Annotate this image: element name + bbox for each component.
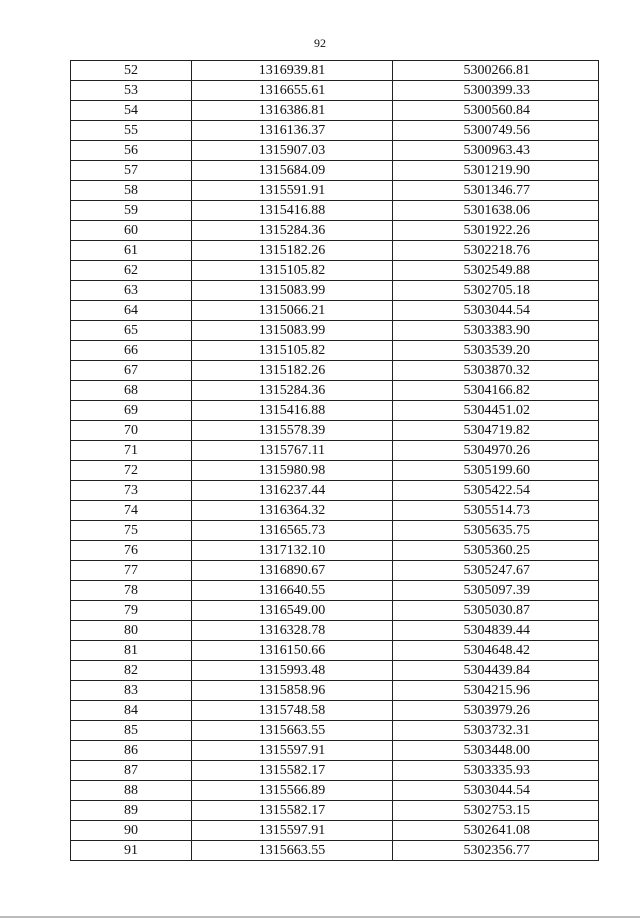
point-number-cell: 91	[71, 841, 192, 861]
point-number-cell: 87	[71, 761, 192, 781]
point-number-cell: 84	[71, 701, 192, 721]
table-row	[71, 261, 599, 281]
y-coordinate-cell: 5305247.67	[393, 561, 599, 581]
x-coordinate-cell: 1315284.36	[192, 381, 393, 401]
x-coordinate-cell: 1315663.55	[192, 841, 393, 861]
y-coordinate-cell: 5303044.54	[393, 301, 599, 321]
table-row	[71, 641, 599, 661]
y-coordinate-cell: 5305199.60	[393, 461, 599, 481]
table-row	[71, 761, 599, 781]
x-coordinate-cell: 1316549.00	[192, 601, 393, 621]
point-number-cell: 57	[71, 161, 192, 181]
point-number-cell: 66	[71, 341, 192, 361]
x-coordinate-cell: 1315566.89	[192, 781, 393, 801]
y-coordinate-cell: 5304648.42	[393, 641, 599, 661]
point-number-cell: 81	[71, 641, 192, 661]
x-coordinate-cell: 1315284.36	[192, 221, 393, 241]
y-coordinate-cell: 5300963.43	[393, 141, 599, 161]
table-row	[71, 481, 599, 501]
point-number-cell: 61	[71, 241, 192, 261]
point-number-cell: 83	[71, 681, 192, 701]
page-number: 92	[314, 36, 326, 50]
table-row	[71, 841, 599, 861]
x-coordinate-cell: 1315066.21	[192, 301, 393, 321]
table-row	[71, 361, 599, 381]
x-coordinate-cell: 1315597.91	[192, 741, 393, 761]
point-number-cell: 65	[71, 321, 192, 341]
table-row	[71, 441, 599, 461]
table-row	[71, 461, 599, 481]
x-coordinate-cell: 1315597.91	[192, 821, 393, 841]
point-number-cell: 80	[71, 621, 192, 641]
table-row	[71, 181, 599, 201]
table-row	[71, 521, 599, 541]
y-coordinate-cell: 5300266.81	[393, 61, 599, 81]
y-coordinate-cell: 5301219.90	[393, 161, 599, 181]
y-coordinate-cell: 5303448.00	[393, 741, 599, 761]
point-number-cell: 90	[71, 821, 192, 841]
point-number-cell: 78	[71, 581, 192, 601]
x-coordinate-cell: 1317132.10	[192, 541, 393, 561]
point-number-cell: 79	[71, 601, 192, 621]
y-coordinate-cell: 5301922.26	[393, 221, 599, 241]
y-coordinate-cell: 5301638.06	[393, 201, 599, 221]
table-row	[71, 741, 599, 761]
table-row	[71, 421, 599, 441]
y-coordinate-cell: 5305422.54	[393, 481, 599, 501]
point-number-cell: 56	[71, 141, 192, 161]
point-number-cell: 62	[71, 261, 192, 281]
point-number-cell: 75	[71, 521, 192, 541]
y-coordinate-cell: 5302549.88	[393, 261, 599, 281]
y-coordinate-cell: 5304970.26	[393, 441, 599, 461]
table-row	[71, 281, 599, 301]
x-coordinate-cell: 1315083.99	[192, 321, 393, 341]
y-coordinate-cell: 5302356.77	[393, 841, 599, 861]
table-row	[71, 721, 599, 741]
y-coordinate-cell: 5302641.08	[393, 821, 599, 841]
point-number-cell: 86	[71, 741, 192, 761]
x-coordinate-cell: 1315105.82	[192, 261, 393, 281]
x-coordinate-cell: 1315416.88	[192, 201, 393, 221]
x-coordinate-cell: 1316237.44	[192, 481, 393, 501]
point-number-cell: 60	[71, 221, 192, 241]
table-row	[71, 561, 599, 581]
table-row	[71, 821, 599, 841]
table-row	[71, 141, 599, 161]
x-coordinate-cell: 1315684.09	[192, 161, 393, 181]
table-row	[71, 621, 599, 641]
point-number-cell: 76	[71, 541, 192, 561]
point-number-cell: 52	[71, 61, 192, 81]
x-coordinate-cell: 1316939.81	[192, 61, 393, 81]
point-number-cell: 85	[71, 721, 192, 741]
table-row	[71, 701, 599, 721]
table-row	[71, 601, 599, 621]
table-row	[71, 781, 599, 801]
point-number-cell: 72	[71, 461, 192, 481]
x-coordinate-cell: 1316136.37	[192, 121, 393, 141]
table-row	[71, 341, 599, 361]
x-coordinate-cell: 1315907.03	[192, 141, 393, 161]
x-coordinate-cell: 1315980.98	[192, 461, 393, 481]
point-number-cell: 59	[71, 201, 192, 221]
x-coordinate-cell: 1316890.67	[192, 561, 393, 581]
x-coordinate-cell: 1315748.58	[192, 701, 393, 721]
x-coordinate-cell: 1315591.91	[192, 181, 393, 201]
point-number-cell: 77	[71, 561, 192, 581]
table-row	[71, 381, 599, 401]
table-row	[71, 301, 599, 321]
y-coordinate-cell: 5305097.39	[393, 581, 599, 601]
x-coordinate-cell: 1316150.66	[192, 641, 393, 661]
x-coordinate-cell: 1315083.99	[192, 281, 393, 301]
y-coordinate-cell: 5304839.44	[393, 621, 599, 641]
point-number-cell: 63	[71, 281, 192, 301]
point-number-cell: 89	[71, 801, 192, 821]
y-coordinate-cell: 5305360.25	[393, 541, 599, 561]
x-coordinate-cell: 1316565.73	[192, 521, 393, 541]
x-coordinate-cell: 1315582.17	[192, 801, 393, 821]
point-number-cell: 71	[71, 441, 192, 461]
table-row	[71, 221, 599, 241]
point-number-cell: 88	[71, 781, 192, 801]
point-number-cell: 82	[71, 661, 192, 681]
point-number-cell: 70	[71, 421, 192, 441]
point-number-cell: 55	[71, 121, 192, 141]
point-number-cell: 58	[71, 181, 192, 201]
y-coordinate-cell: 5301346.77	[393, 181, 599, 201]
y-coordinate-cell: 5304215.96	[393, 681, 599, 701]
y-coordinate-cell: 5300749.56	[393, 121, 599, 141]
point-number-cell: 64	[71, 301, 192, 321]
point-number-cell: 68	[71, 381, 192, 401]
y-coordinate-cell: 5303335.93	[393, 761, 599, 781]
point-number-cell: 69	[71, 401, 192, 421]
point-number-cell: 53	[71, 81, 192, 101]
x-coordinate-cell: 1315993.48	[192, 661, 393, 681]
x-coordinate-cell: 1315858.96	[192, 681, 393, 701]
table-row	[71, 241, 599, 261]
y-coordinate-cell: 5303539.20	[393, 341, 599, 361]
table-row	[71, 801, 599, 821]
y-coordinate-cell: 5303044.54	[393, 781, 599, 801]
x-coordinate-cell: 1315663.55	[192, 721, 393, 741]
y-coordinate-cell: 5300560.84	[393, 101, 599, 121]
y-coordinate-cell: 5305635.75	[393, 521, 599, 541]
y-coordinate-cell: 5305514.73	[393, 501, 599, 521]
y-coordinate-cell: 5303979.26	[393, 701, 599, 721]
table-row	[71, 321, 599, 341]
y-coordinate-cell: 5303870.32	[393, 361, 599, 381]
point-number-cell: 67	[71, 361, 192, 381]
x-coordinate-cell: 1315578.39	[192, 421, 393, 441]
x-coordinate-cell: 1316364.32	[192, 501, 393, 521]
coordinates-table	[70, 60, 599, 861]
table-row	[71, 161, 599, 181]
x-coordinate-cell: 1315105.82	[192, 341, 393, 361]
table-row	[71, 81, 599, 101]
y-coordinate-cell: 5304719.82	[393, 421, 599, 441]
x-coordinate-cell: 1316386.81	[192, 101, 393, 121]
y-coordinate-cell: 5304166.82	[393, 381, 599, 401]
table-row	[71, 541, 599, 561]
y-coordinate-cell: 5304451.02	[393, 401, 599, 421]
table-row	[71, 401, 599, 421]
point-number-cell: 54	[71, 101, 192, 121]
x-coordinate-cell: 1315582.17	[192, 761, 393, 781]
table-row	[71, 661, 599, 681]
point-number-cell: 73	[71, 481, 192, 501]
x-coordinate-cell: 1316328.78	[192, 621, 393, 641]
y-coordinate-cell: 5305030.87	[393, 601, 599, 621]
y-coordinate-cell: 5304439.84	[393, 661, 599, 681]
y-coordinate-cell: 5303383.90	[393, 321, 599, 341]
coordinates-table-body	[71, 61, 599, 861]
table-row	[71, 121, 599, 141]
table-row	[71, 581, 599, 601]
x-coordinate-cell: 1315182.26	[192, 361, 393, 381]
point-number-cell: 74	[71, 501, 192, 521]
table-row	[71, 501, 599, 521]
table-row	[71, 681, 599, 701]
y-coordinate-cell: 5302218.76	[393, 241, 599, 261]
y-coordinate-cell: 5303732.31	[393, 721, 599, 741]
x-coordinate-cell: 1316655.61	[192, 81, 393, 101]
table-row	[71, 61, 599, 81]
x-coordinate-cell: 1316640.55	[192, 581, 393, 601]
y-coordinate-cell: 5302753.15	[393, 801, 599, 821]
y-coordinate-cell: 5302705.18	[393, 281, 599, 301]
x-coordinate-cell: 1315416.88	[192, 401, 393, 421]
table-row	[71, 101, 599, 121]
x-coordinate-cell: 1315767.11	[192, 441, 393, 461]
table-row	[71, 201, 599, 221]
y-coordinate-cell: 5300399.33	[393, 81, 599, 101]
x-coordinate-cell: 1315182.26	[192, 241, 393, 261]
